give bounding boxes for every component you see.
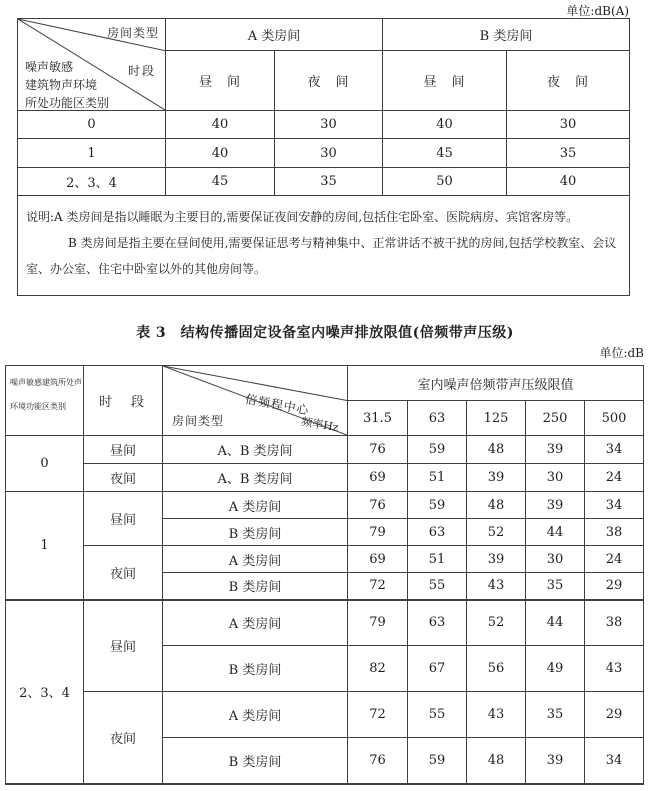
t2-value-cell: 39 bbox=[526, 738, 585, 784]
t2-value-cell: 39 bbox=[526, 436, 585, 464]
t2-value-cell: 67 bbox=[408, 646, 467, 692]
t2-value-cell: 72 bbox=[348, 692, 408, 738]
t1-value-cell: 40 bbox=[383, 111, 507, 139]
table-row bbox=[18, 196, 630, 296]
t1-value-cell: 30 bbox=[275, 111, 383, 139]
table-row bbox=[6, 436, 644, 464]
t2-value-cell: 76 bbox=[348, 492, 408, 519]
t1-value-cell: 45 bbox=[383, 139, 507, 168]
t2-room-cell: A 类房间 bbox=[163, 546, 348, 573]
t2-period-cell: 夜间 bbox=[84, 692, 163, 784]
t1-corner-category-line2: 建筑物声环境 bbox=[25, 78, 98, 92]
t2-freq-header: 125 bbox=[467, 401, 526, 436]
t2-freq-header: 250 bbox=[526, 401, 585, 436]
t1-value-cell: 50 bbox=[383, 168, 507, 196]
table-row bbox=[6, 600, 644, 646]
t2-value-cell: 35 bbox=[526, 692, 585, 738]
t2-category-header-line1: 噪声敏感建筑所处声 bbox=[10, 378, 82, 388]
t2-value-cell: 59 bbox=[408, 738, 467, 784]
t1-subheader-day-b: 昼 间 bbox=[383, 51, 507, 111]
unit-label-db: 单位:dB bbox=[599, 346, 644, 360]
t2-corner-room-type: 房间类型 bbox=[172, 414, 225, 428]
t1-note-cell bbox=[18, 196, 630, 296]
t2-value-cell: 43 bbox=[585, 646, 644, 692]
t2-value-cell: 39 bbox=[467, 464, 526, 492]
t2-value-cell: 63 bbox=[408, 519, 467, 546]
t1-value-cell: 35 bbox=[507, 139, 630, 168]
t1-group-header-b: B 类房间 bbox=[383, 19, 630, 51]
t1-subheader-night-b: 夜 间 bbox=[507, 51, 630, 111]
t2-value-cell: 48 bbox=[467, 492, 526, 519]
t2-category-header-line2: 环境功能区类别 bbox=[10, 402, 66, 412]
t2-freq-header: 500 bbox=[585, 401, 644, 436]
table-row bbox=[18, 139, 630, 168]
t2-value-cell: 59 bbox=[408, 436, 467, 464]
t1-corner-category-line3: 所处功能区类别 bbox=[25, 96, 110, 110]
t2-category-cell: 1 bbox=[6, 492, 84, 600]
t1-corner-category bbox=[25, 58, 109, 111]
t2-value-cell: 49 bbox=[526, 646, 585, 692]
t1-note-line3: 室、办公室、住宅中卧室以外的其他房间等。 bbox=[26, 262, 267, 276]
table-row bbox=[18, 168, 630, 196]
t2-period-header: 时 段 bbox=[84, 366, 163, 436]
t1-value-cell: 40 bbox=[166, 111, 275, 139]
t1-value-cell: 45 bbox=[166, 168, 275, 196]
t2-value-cell: 43 bbox=[467, 573, 526, 600]
t2-value-cell: 30 bbox=[526, 464, 585, 492]
t2-value-cell: 29 bbox=[585, 692, 644, 738]
t2-value-cell: 59 bbox=[408, 492, 467, 519]
t2-value-cell: 79 bbox=[348, 600, 408, 646]
t2-value-cell: 44 bbox=[526, 600, 585, 646]
t2-value-cell: 82 bbox=[348, 646, 408, 692]
t2-room-cell: A、B 类房间 bbox=[163, 464, 348, 492]
t1-subheader-day-a: 昼 间 bbox=[166, 51, 275, 111]
t2-value-cell: 35 bbox=[526, 573, 585, 600]
t2-value-cell: 30 bbox=[526, 546, 585, 573]
t2-period-cell: 夜间 bbox=[84, 546, 163, 600]
t2-value-cell: 76 bbox=[348, 738, 408, 784]
t2-room-cell: A 类房间 bbox=[163, 692, 348, 738]
t1-category-cell: 1 bbox=[18, 139, 166, 168]
t1-category-cell: 0 bbox=[18, 111, 166, 139]
t1-value-cell: 30 bbox=[507, 111, 630, 139]
t2-category-cell: 0 bbox=[6, 436, 84, 492]
t2-corner-band-center: 倍频程中心 bbox=[244, 391, 311, 418]
t2-room-cell: A 类房间 bbox=[163, 492, 348, 519]
t1-note-line2: B 类房间是指主要在昼间使用,需要保证思考与精神集中、正常讲话不被干扰的房间,包括学校教室、会议 bbox=[68, 236, 617, 250]
t2-value-cell: 55 bbox=[408, 692, 467, 738]
t1-group-header-a: A 类房间 bbox=[166, 19, 383, 51]
t1-subheader-night-a: 夜 间 bbox=[275, 51, 383, 111]
t2-room-cell: A 类房间 bbox=[163, 600, 348, 646]
t2-period-cell: 夜间 bbox=[84, 464, 163, 492]
t2-value-cell: 52 bbox=[467, 519, 526, 546]
t2-room-cell: A、B 类房间 bbox=[163, 436, 348, 464]
t1-value-cell: 35 bbox=[275, 168, 383, 196]
t1-value-cell: 40 bbox=[507, 168, 630, 196]
t2-value-cell: 56 bbox=[467, 646, 526, 692]
t2-room-cell: B 类房间 bbox=[163, 573, 348, 600]
t2-freq-header: 63 bbox=[408, 401, 467, 436]
t2-value-cell: 63 bbox=[408, 600, 467, 646]
t2-value-cell: 38 bbox=[585, 519, 644, 546]
t2-period-cell: 昼间 bbox=[84, 436, 163, 464]
table3-title: 表 3 结构传播固定设备室内噪声排放限值(倍频带声压级) bbox=[136, 325, 514, 341]
t1-note-line1: 说明:A 类房间是指以睡眠为主要目的,需要保证夜间安静的房间,包括住宅卧室、医院病房、宾馆客房等。 bbox=[26, 210, 579, 224]
t2-value-cell: 76 bbox=[348, 436, 408, 464]
t2-freq-header: 31.5 bbox=[348, 401, 408, 436]
t2-value-cell: 44 bbox=[526, 519, 585, 546]
table-row bbox=[6, 492, 644, 519]
t1-diagonal-header-cell bbox=[18, 19, 166, 111]
t2-value-cell: 24 bbox=[585, 464, 644, 492]
t2-value-cell: 48 bbox=[467, 436, 526, 464]
t2-value-cell: 51 bbox=[408, 464, 467, 492]
t1-value-cell: 40 bbox=[166, 139, 275, 168]
t2-value-cell: 69 bbox=[348, 464, 408, 492]
t1-corner-room-type: 房间类型 bbox=[106, 26, 159, 40]
t2-value-cell: 69 bbox=[348, 546, 408, 573]
table-row bbox=[18, 111, 630, 139]
t2-value-cell: 55 bbox=[408, 573, 467, 600]
t2-value-cell: 39 bbox=[467, 546, 526, 573]
t2-value-cell: 34 bbox=[585, 436, 644, 464]
unit-label-dba: 单位:dB(A) bbox=[566, 4, 629, 18]
t2-value-cell: 24 bbox=[585, 546, 644, 573]
t2-value-cell: 72 bbox=[348, 573, 408, 600]
t2-room-cell: B 类房间 bbox=[163, 738, 348, 784]
t2-value-cell: 39 bbox=[526, 492, 585, 519]
t1-category-cell: 2、3、4 bbox=[18, 168, 166, 196]
t2-value-cell: 34 bbox=[585, 492, 644, 519]
t2-value-cell: 51 bbox=[408, 546, 467, 573]
t2-category-cell: 2、3、4 bbox=[6, 600, 84, 784]
t1-corner-period: 时段 bbox=[127, 64, 156, 78]
t2-value-cell: 29 bbox=[585, 573, 644, 600]
t2-value-cell: 52 bbox=[467, 600, 526, 646]
t2-room-cell: B 类房间 bbox=[163, 519, 348, 546]
table-octave-band-limits bbox=[5, 365, 644, 785]
table-row bbox=[6, 464, 644, 492]
table-noise-limits-dba bbox=[17, 18, 630, 296]
t2-period-cell: 昼间 bbox=[84, 492, 163, 546]
t2-category-header bbox=[6, 366, 84, 436]
t2-value-cell: 48 bbox=[467, 738, 526, 784]
t1-corner-category-line1: 噪声敏感 bbox=[25, 60, 74, 74]
t2-diagonal-header-cell bbox=[163, 366, 348, 436]
t1-value-cell: 30 bbox=[275, 139, 383, 168]
t2-limit-title: 室内噪声倍频带声压级限值 bbox=[348, 366, 644, 401]
t2-value-cell: 79 bbox=[348, 519, 408, 546]
t2-value-cell: 34 bbox=[585, 738, 644, 784]
t2-period-cell: 昼间 bbox=[84, 600, 163, 692]
table-row bbox=[6, 692, 644, 738]
t2-room-cell: B 类房间 bbox=[163, 646, 348, 692]
t2-corner-frequency-hz: 频率Hz bbox=[300, 414, 340, 435]
table-row bbox=[6, 546, 644, 573]
t2-value-cell: 38 bbox=[585, 600, 644, 646]
t2-value-cell: 43 bbox=[467, 692, 526, 738]
